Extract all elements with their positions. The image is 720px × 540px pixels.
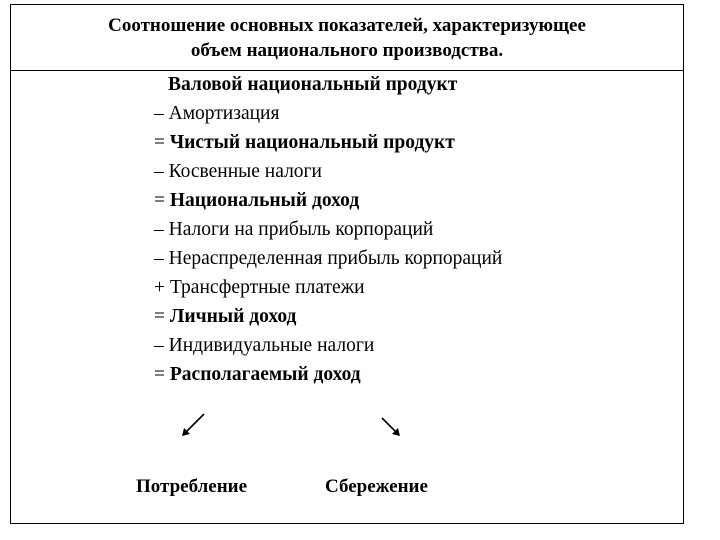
operator: = [154,306,170,327]
operator: = [154,190,170,211]
indicator-label: Амортизация [168,103,280,124]
operator: – [154,248,169,269]
indicator-label: Валовой национальный продукт [168,74,458,95]
operator: – [154,219,169,240]
operator: – [154,335,169,356]
indicator-label: Косвенные налоги [168,161,322,182]
operator: + [154,277,170,298]
indicator-label: Располагаемый доход [169,364,361,385]
outcome-savings: Сбережение [325,476,428,497]
indicator-label: Национальный доход [169,190,360,211]
indicator-label: Личный доход [169,306,297,327]
operator: – [154,103,169,124]
title-line-1: Соотношение основных показателей, характеризующее [108,15,586,36]
indicator-label: Индивидуальные налоги [168,335,375,356]
arrow-down-right-icon [382,418,400,436]
indicator-label: Налоги на прибыль корпораций [168,219,434,240]
operator: = [154,364,170,385]
arrow-down-left-icon [182,414,204,436]
operator: – [154,161,169,182]
title-line-2: объем национального производства. [190,40,504,61]
outcome-consumption: Потребление [136,476,248,497]
operator: = [154,132,170,153]
indicator-label: Нераспределенная прибыль корпораций [168,248,503,269]
indicator-label: Трансфертные платежи [169,277,365,298]
indicator-label: Чистый национальный продукт [169,132,455,153]
